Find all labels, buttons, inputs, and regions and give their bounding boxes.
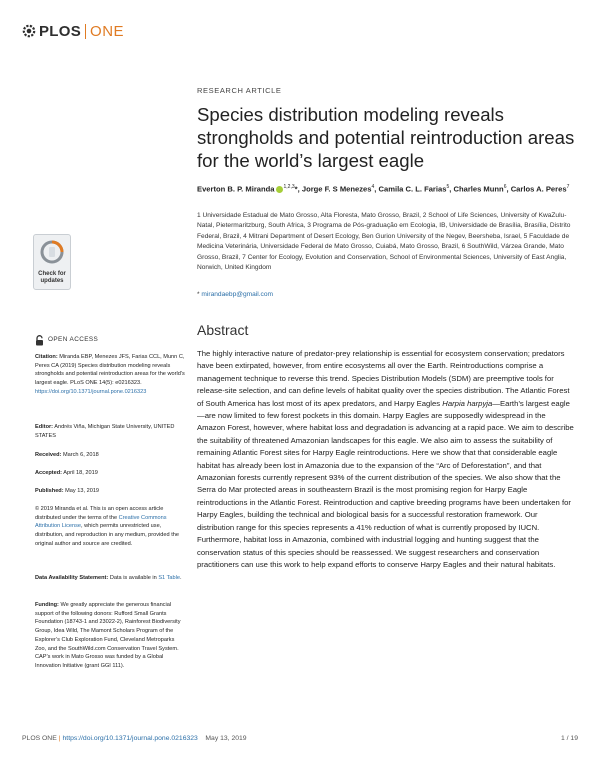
logo-plos-text: PLOS (39, 22, 82, 40)
open-access-text: OPEN ACCESS (48, 336, 99, 344)
published-block (35, 487, 185, 496)
citation-doi-link[interactable]: https://doi.org/10.1371/journal.pone.0216323 (35, 388, 147, 395)
footer-page-number: 1 / 19 (560, 735, 578, 742)
abstract-species-name: Harpia harpyja (442, 398, 493, 408)
corresponding-email (197, 291, 577, 298)
accepted-date: April 18, 2019 (62, 470, 98, 476)
published-date: May 13, 2019 (63, 488, 100, 494)
plos-one-logo[interactable] (22, 18, 124, 44)
published-label: Published: (35, 488, 64, 494)
author-affil-sup: 7 (566, 184, 570, 190)
received-date: March 6, 2018 (61, 452, 99, 458)
editor-label: Editor: (35, 424, 54, 430)
orcid-icon[interactable] (276, 186, 283, 193)
footer-doi-link[interactable]: https://doi.org/10.1371/journal.pone.0216323 (62, 735, 198, 742)
accepted-block (35, 469, 185, 478)
logo-divider (85, 24, 86, 39)
article-type: RESEARCH ARTICLE (197, 86, 282, 95)
citation-label: Citation: (35, 354, 58, 360)
abstract-body (197, 348, 575, 571)
data-availability-block (35, 574, 185, 583)
check-for-updates-badge[interactable] (33, 234, 71, 290)
funding-text: We greatly appreciate the generous financial support of the following donors: Rufford Small Grants Foundation (18743-1 and 23022-2), Rainforest Biodiversity Group, Idea Wild, The Mamont Scholars Program of the Explorer’s Club Exploration Fund, Cleveland Metroparks Zoo, and the SouthWild.com Conservation Travel System. CAP’s work in Mato Grosso was funded by a Global Innovation Initiative (grant GGI 111). (35, 602, 181, 669)
s1-table-link[interactable]: S1 Table (158, 575, 180, 581)
funding-block (35, 601, 185, 671)
email-marker: * (197, 291, 200, 298)
footer-date: May 13, 2019 (205, 735, 247, 742)
funding-label: Funding: (35, 602, 59, 608)
footer-left (22, 735, 247, 742)
author-name[interactable]: Camila C. L. Farias (378, 184, 447, 194)
corresponding-mark: * (294, 184, 298, 194)
footer-journal: PLOS ONE (22, 735, 57, 742)
email-link[interactable]: mirandaebp@gmail.com (201, 291, 273, 298)
editor-block (35, 423, 185, 440)
author-affil-sup: 6 (503, 184, 507, 190)
data-availability-text: Data is available in (108, 575, 159, 581)
author-affil-sup: 1,2,3 (283, 184, 295, 190)
citation-block (35, 353, 185, 397)
badge-label-line2: updates (40, 277, 64, 284)
license-link[interactable]: Creative Commons Attribution License (35, 514, 167, 530)
accepted-label: Accepted: (35, 470, 63, 476)
author-affil-sup: 4 (371, 184, 375, 190)
plos-gear-icon (22, 24, 36, 38)
citation-text: Miranda EBP, Menezes JFS, Farias CCL, Munn C, Peres CA (2019) Species distribution modeling reveals strongholds and potential reintroduction areas for the world’s largest eagle. PLoS ONE 14(5): e0216323. (35, 354, 185, 387)
open-lock-icon (35, 335, 44, 346)
affiliations: 1 Universidade Estadual de Mato Grosso, Alta Floresta, Mato Grosso, Brazil, 2 School of Life Sciences, University of KwaZulu-Natal, Pietermaritzburg, South Africa, 3 Programa de Pós-graduação em Ecologia, IB, Universidade de Brasília, Brasília, Distrito Federal, Brazil, 4 Mitrani Department of Desert Ecology, Ben Gurion University of the Negev, Beersheba, Israel, 5 Faculdade de Medicina Veterinária, Universidade Federal de Mato Grosso, Cuiabá, Mato Grosso, Brazil, 6 SouthWild, Várzea Grande, Mato Grosso, Brazil, 7 Center for Ecology, Evolution and Conservation, School of Environmental Sciences, University of East Anglia, Norwich, United Kingdom (197, 212, 571, 272)
author-name[interactable]: Everton B. P. Miranda (197, 184, 275, 194)
copyright-block (35, 505, 185, 549)
data-availability-end: . (180, 575, 182, 581)
copyright-text: , which permits unrestricted use, distribution, and reproduction in any medium, provided the original author and source are credited. (35, 523, 179, 547)
author-list: Everton B. P. Miranda $^{1,2,3}$*, Jorge F. S Menezes$^4$, Camila C. L. Farias$^5$, Charles Munn$^6$, Carlos A. Peres$^7$ (197, 184, 570, 194)
abstract-text: —Earth’s largest eagle—are now limited to few forest pockets in this domain. Harpy Eagles are supposedly widespread in the Amazon Forest, however, where habitat loss and degradation is advancing at a rapid pace. We aim to describe the suitability of threatened Amazonian landscapes for this eagle. We also aim to assess the suitability of remaining Atlantic Forest sites for Harpy Eagle reintroductions. Here we show that that considerable eagle habitat has already been lost in Amazonia due to the expansion of the “Arc of Deforestation”, and that Amazonian forests currently represent 93% of the current distribution of the species. We also show that the Serra do Mar protected areas in southeastern Brazil is the most promising region for Harpy Eagle reintroductions in the Atlantic Forest. Reintroduction and captive breeding programs have been undertaken for Harpy Eagles, building the technical and biological basis for a successful restoration framework. Our distribution range for this species represents a 41% reduction of what is currently proposed by IUCN. Furthermore, habitat loss in Amazonia, combined with industrial logging and hunting suggest that the conservation status of this species should be reassessed. We suggest researchers and conservation practitioners can use this work to help expand efforts to conserve Harpy Eagles and their natural habitats. (197, 398, 574, 569)
logo-one-text: ONE (90, 22, 125, 40)
article-title: Species distribution modeling reveals strongholds and potential reintroduction areas for the world’s largest eagle (197, 104, 575, 171)
footer-separator: | (58, 735, 61, 742)
author-affil-sup: 5 (446, 184, 450, 190)
data-availability-label: Data Availability Statement: (35, 575, 109, 581)
author-name[interactable]: Jorge F. S Menezes (301, 184, 372, 194)
badge-label-line1: Check for (38, 271, 66, 277)
received-label: Received: (35, 452, 62, 458)
author-name[interactable]: Charles Munn (453, 184, 504, 194)
abstract-heading: Abstract (197, 322, 249, 338)
copyright-text: © 2019 Miranda et al. This is an open access article distributed under the terms of the (35, 506, 164, 521)
received-block (35, 451, 185, 460)
open-access-label (35, 335, 185, 346)
abstract-text: The highly interactive nature of predator-prey relationship is essential for ecosystem conservation; predators have been extirpated, however, from entire ecosystems all over the Earth. Reintroductions comprise a management technique to reverse this trend. Species Distribution Models (SDM) are preemptive tools for release-site selection, and can define levels of habitat quality over the species distribution. The Atlantic Forest of South America has lost most of its apex predators, and Harpy Eagles (197, 349, 570, 408)
editor-text: Andrés Viña, Michigan State University, UNITED STATES (35, 424, 175, 439)
author-name[interactable]: Carlos A. Peres (510, 184, 567, 194)
crossmark-icon (40, 240, 64, 264)
